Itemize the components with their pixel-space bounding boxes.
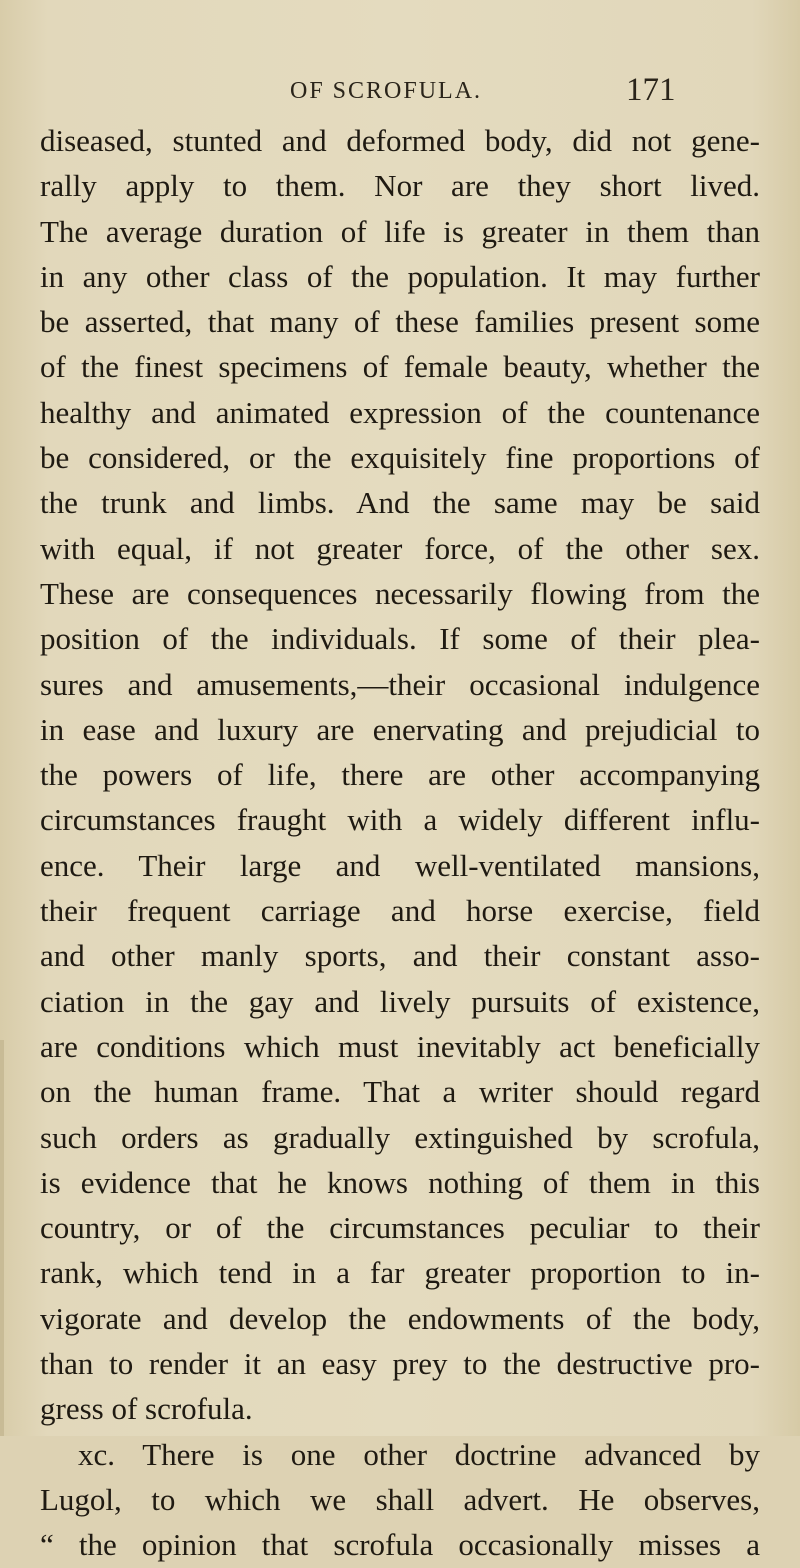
text-line: the powers of life, there are other accompanying [40,757,760,793]
text-line: rally apply to them. Nor are they short lived. [40,168,760,204]
paragraph-end-line: gress of scrofula. [40,1391,253,1427]
body-text [40,118,760,1568]
text-line: Lugol, to which we shall advert. He observes, [40,1481,760,1517]
text-line: their frequent carriage and horse exercise, field [40,893,760,929]
text-line: diseased, stunted and deformed body, did not gene- [40,123,760,158]
text-line: in ease and luxury are enervating and prejudicial to [40,711,760,747]
text-line: with equal, if not greater force, of the other sex. [40,530,760,566]
text-line: vigorate and develop the endowments of the body, [40,1300,760,1336]
text-line: such orders as gradually extinguished by scrofula, [40,1119,760,1155]
text-line: be considered, or the exquisitely fine proportions of [40,440,760,476]
text-line: country, or of the circumstances peculiar to their [40,1210,760,1246]
text-line: in any other class of the population. It may further [40,258,760,294]
text-line: circumstances fraught with a widely different influ- [40,802,760,838]
text-line: and other manly sports, and their constant asso- [40,938,760,974]
text-line: on the human frame. That a writer should regard [40,1074,760,1110]
page-edge-shadow [0,1040,4,1436]
running-head: OF SCROFULA. [290,78,483,104]
text-line: the trunk and limbs. And the same may be said [40,485,760,521]
text-line: position of the individuals. If some of their plea- [40,621,760,657]
text-line: healthy and animated expression of the countenance [40,394,760,430]
text-line: ciation in the gay and lively pursuits of existence, [40,983,760,1019]
page-number: 171 [626,72,676,108]
text-line: sures and amusements,—their occasional indulgence [40,666,760,702]
text-line: than to render it an easy prey to the destructive pro- [40,1346,760,1382]
text-line: be asserted, that many of these families present some [40,304,760,340]
text-line: The average duration of life is greater in them than [40,213,760,249]
text-line: These are consequences necessarily flowing from the [40,575,760,611]
text-line: “ the opinion that scrofula occasionally misses a [40,1527,760,1563]
text-line: rank, which tend in a far greater proportion to in- [40,1255,760,1291]
text-line: is evidence that he knows nothing of them in this [40,1164,760,1200]
section-xc-start-line: xc. There is one other doctrine advanced by [78,1436,760,1472]
text-line: of the finest specimens of female beauty, whether the [40,349,760,385]
text-line: are conditions which must inevitably act beneficially [40,1028,760,1064]
text-line: ence. Their large and well-ventilated mansions, [40,847,760,883]
